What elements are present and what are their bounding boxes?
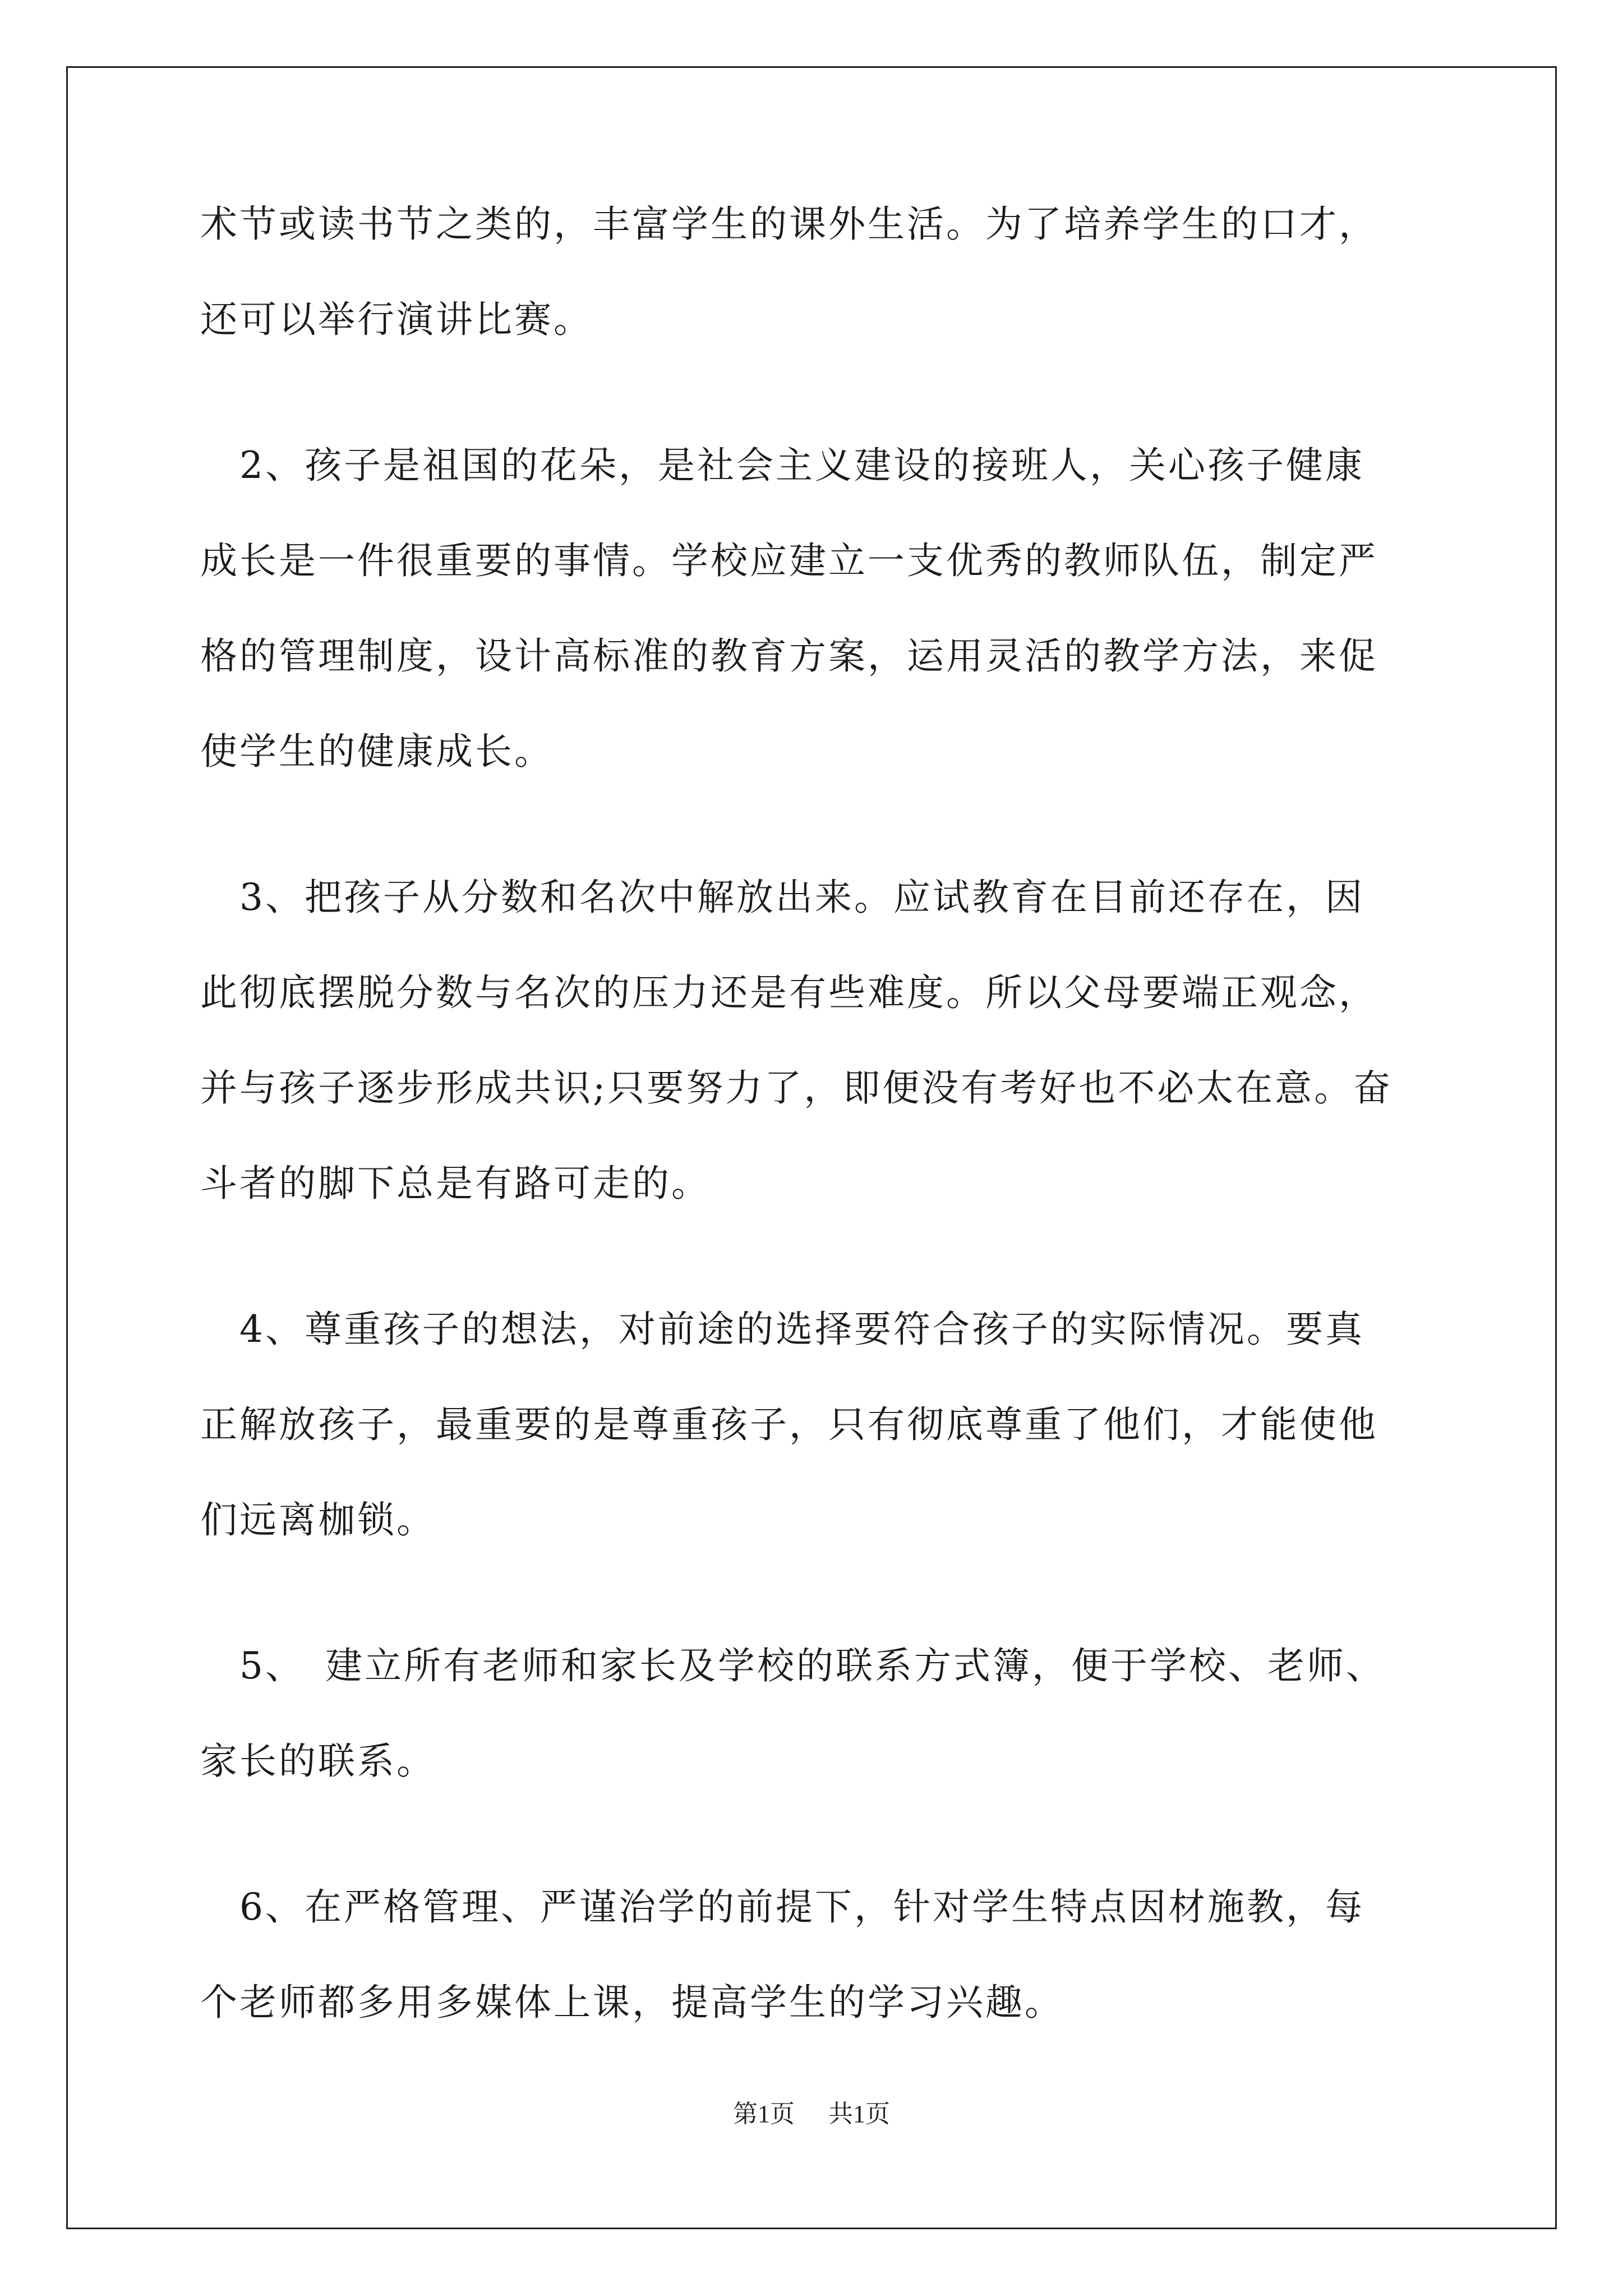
text-line: 格的管理制度，设计高标准的教育方案，运用灵活的教学方法，来促 xyxy=(200,634,1378,678)
text-line: 们远离枷锁。 xyxy=(200,1498,436,1542)
text-line: 6、在严格管理、严谨治学的前提下，针对学生特点因材施教，每 xyxy=(200,1885,1364,1929)
text-line: 家长的联系。 xyxy=(200,1740,436,1783)
text-line: 使学生的健康成长。 xyxy=(200,730,554,773)
page-number: 第1页 xyxy=(733,2100,795,2128)
text-line: 3、把孩子从分数和名次中解放出来。应试教育在目前还存在，因 xyxy=(200,876,1364,919)
text-line: 5、 建立所有老师和家长及学校的联系方式簿，便于学校、老师、 xyxy=(200,1644,1385,1687)
text-line: 并与孩子逐步形成共识;只要努力了，即便没有考好也不必太在意。奋 xyxy=(200,1066,1393,1110)
text-line: 此彻底摆脱分数与名次的压力还是有些难度。所以父母要端正观念， xyxy=(200,971,1378,1014)
text-line: 正解放孩子，最重要的是尊重孩子，只有彻底尊重了他们，才能使他 xyxy=(200,1403,1378,1446)
text-line: 还可以举行演讲比赛。 xyxy=(200,298,593,341)
text-line: 2、孩子是祖国的花朵，是社会主义建设的接班人，关心孩子健康 xyxy=(200,444,1364,487)
text-line: 斗者的脚下总是有路可走的。 xyxy=(200,1162,711,1205)
text-line: 4、尊重孩子的想法，对前途的选择要符合孩子的实际情况。要真 xyxy=(200,1308,1364,1351)
text-line: 成长是一件很重要的事情。学校应建立一支优秀的教师队伍，制定严 xyxy=(200,539,1378,582)
page-total: 共1页 xyxy=(828,2100,890,2128)
page-footer xyxy=(0,2100,1623,2128)
text-line: 个老师都多用多媒体上课，提高学生的学习兴趣。 xyxy=(200,1981,1064,2024)
text-line: 术节或读书节之类的，丰富学生的课外生活。为了培养学生的口才， xyxy=(200,203,1378,246)
